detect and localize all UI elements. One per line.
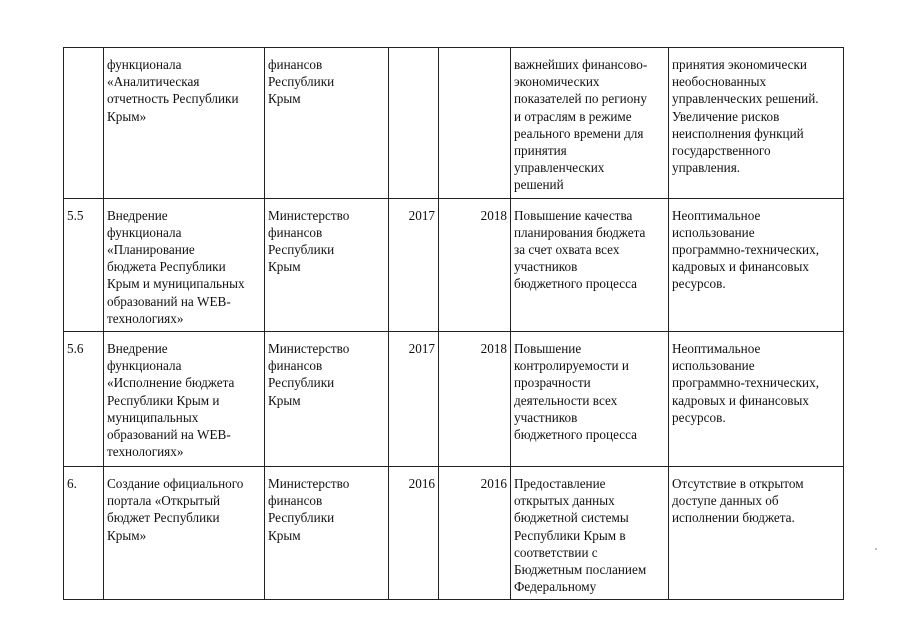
start-year: 2017 [389,332,439,467]
scan-speck [875,548,877,550]
table-row [64,467,844,600]
executor: Министерство финансов Республики Крым [265,332,389,467]
measure-name: Внедрение функционала «Планирование бюджета Республики Крым и муниципальных образований на WEB- технологиях» [104,198,265,331]
end-year [439,48,511,199]
start-year: 2017 [389,198,439,331]
measure-name: функционала «Аналитическая отчетность Республики Крым» [104,48,265,199]
measures-table [63,47,844,600]
start-year [389,48,439,199]
start-year: 2016 [389,467,439,600]
executor: финансов Республики Крым [265,48,389,199]
expected-result: Предоставление открытых данных бюджетной системы Республики Крым в соответствии с Бюджетным посланием Федеральному [511,467,669,600]
risk: Отсутствие в открытом доступе данных об исполнении бюджета. [669,467,844,600]
expected-result: Повышение контролируемости и прозрачности деятельности всех участников бюджетного процесса [511,332,669,467]
table-row [64,198,844,331]
end-year: 2018 [439,198,511,331]
expected-result: важнейших финансово- экономических показателей по региону и отраслям в режиме реального времени для принятия управленческих решений [511,48,669,199]
table-row [64,48,844,199]
end-year: 2018 [439,332,511,467]
table-row [64,332,844,467]
row-number: 6. [64,467,104,600]
row-number: 5.6 [64,332,104,467]
row-number [64,48,104,199]
executor: Министерство финансов Республики Крым [265,467,389,600]
executor: Министерство финансов Республики Крым [265,198,389,331]
measure-name: Внедрение функционала «Исполнение бюджета Республики Крым и муниципальных образований на WEB- технологиях» [104,332,265,467]
risk: принятия экономически необоснованных управленческих решений. Увеличение рисков неисполнения функций государственного управления. [669,48,844,199]
end-year: 2016 [439,467,511,600]
row-number: 5.5 [64,198,104,331]
measure-name: Создание официального портала «Открытый бюджет Республики Крым» [104,467,265,600]
risk: Неоптимальное использование программно-технических, кадровых и финансовых ресурсов. [669,198,844,331]
risk: Неоптимальное использование программно-технических, кадровых и финансовых ресурсов. [669,332,844,467]
expected-result: Повышение качества планирования бюджета за счет охвата всех участников бюджетного процесса [511,198,669,331]
